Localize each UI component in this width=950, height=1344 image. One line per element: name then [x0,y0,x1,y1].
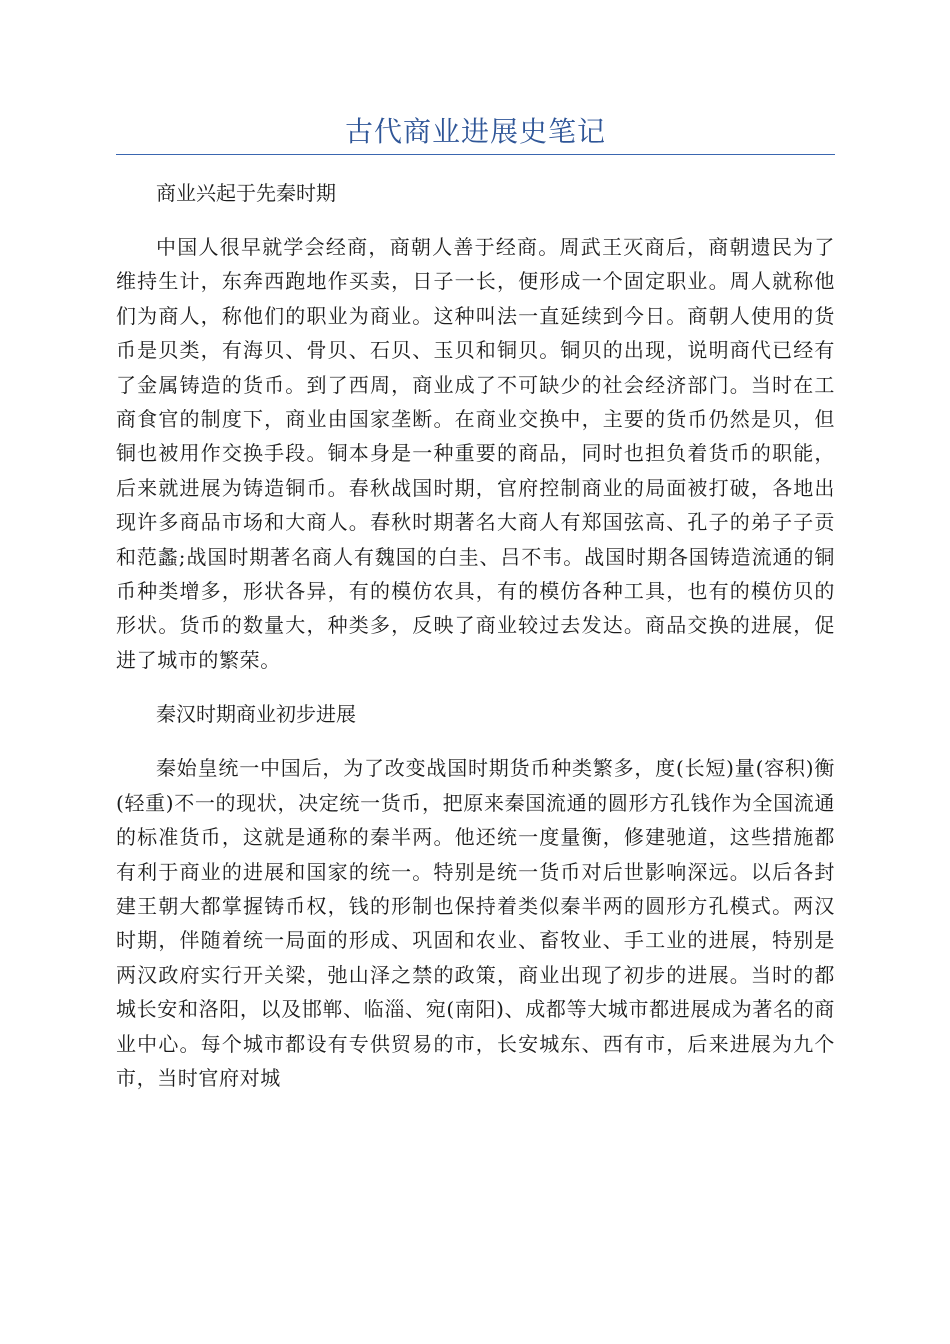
title-underline [116,154,835,155]
document-page [116,0,835,1344]
section-qin-han [116,697,835,1095]
section-paragraph: 中国人很早就学会经商，商朝人善于经商。周武王灭商后，商朝遗民为了维持生计，东奔西跑地作买卖，日子一长，便形成一个固定职业。周人就称他们为商人，称他们的职业为商业。这种叫法一直延续到今日。商朝人使用的货币是贝类，有海贝、骨贝、石贝、玉贝和铜贝。铜贝的出现，说明商代已经有了金属铸造的货币。到了西周，商业成了不可缺少的社会经济部门。当时在工商食官的制度下，商业由国家垄断。在商业交换中，主要的货币仍然是贝，但铜也被用作交换手段。铜本身是一种重要的商品，同时也担负着货币的职能，后来就进展为铸造铜币。春秋战国时期，官府控制商业的局面被打破，各地出现许多商品市场和大商人。春秋时期著名大商人有郑国弦高、孔子的弟子子贡和范蠡;战国时期著名商人有魏国的白圭、吕不韦。战国时期各国铸造流通的铜币种类增多，形状各异，有的模仿农具，有的模仿各种工具，也有的模仿贝的形状。货币的数量大，种类多，反映了商业较过去发达。商品交换的进展，促进了城市的繁荣。 [116,235,835,672]
section-paragraph: 秦始皇统一中国后，为了改变战国时期货币种类繁多，度(长短)量(容积)衡(轻重)不一的现状，决定统一货币，把原来秦国流通的圆形方孔钱作为全国流通的标准货币，这就是通称的秦半两。他还统一度量衡，修建驰道，这些措施都有利于商业的进展和国家的统一。特别是统一货币对后世影响深远。以后各封建王朝大都掌握铸币权，钱的形制也保持着类似秦半两的圆形方孔模式。两汉时期，伴随着统一局面的形成、巩固和农业、畜牧业、手工业的进展，特别是两汉政府实行开关梁，弛山泽之禁的政策，商业出现了初步的进展。当时的都城长安和洛阳，以及邯郸、临淄、宛(南阳)、成都等大城市都进展成为著名的商业中心。每个城市都设有专供贸易的市，长安城东、西有市，后来进展为九个市，当时官府对城 [116,756,835,1090]
document-body [116,176,835,1115]
document-title: 古代商业进展史笔记 [344,115,606,148]
section-pre-qin [116,176,835,677]
section-heading: 商业兴起于先秦时期 [156,181,336,205]
section-heading: 秦汉时期商业初步进展 [156,702,356,727]
